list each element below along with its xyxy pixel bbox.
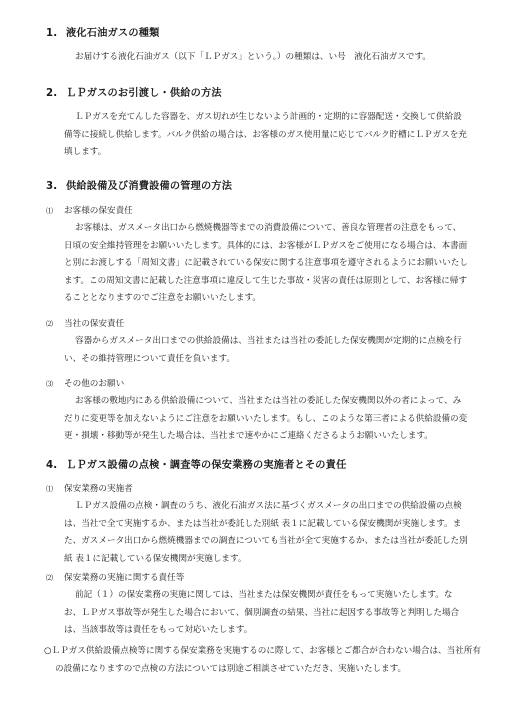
section-1-body: お届けする液化石油ガス（以下「ＬＰガス」という。）の種類は、い号 液化石油ガスです。 [75,52,431,62]
section-4-item-1-body: ＬＰガス設備の点検・調査のうち、液化石油ガス法に基づくガスメータの出口までの供給設備の点検は、当社で全て実施するか、または当社が委託した別紙 表１に記載している保安機関が実施します。また、ガスメータ出口から燃焼機器までの調査についても当社が全て実施するか、または当社が委託した別紙 表１に記載している保安機関が実施します。 [64,501,468,564]
section-4-number: 4. [46,460,58,471]
section-2-number: 2. [46,88,58,99]
section-2-heading [46,84,222,99]
section-3-item-2-title [46,316,124,334]
section-3-item-1-title [46,203,133,221]
section-1-title: 液化石油ガスの種類 [66,28,160,39]
section-4-item-1-marker: ⑴ [46,485,53,493]
section-1-number: 1. [46,28,58,39]
section-4-item-2-title [46,570,184,588]
section-3-item-2-body: 容器からガスメータ出口までの供給設備は、当社または当社の委託した保安機関が定期的に点検を行い、その維持管理について責任を負います。 [64,336,462,364]
section-1-heading [46,24,160,39]
section-4-heading [46,456,346,471]
section-2-title: ＬＰガスのお引渡し・供給の方法 [66,88,222,99]
section-3-item-3-label: その他のお願い [64,379,125,389]
section-3-item-1-marker: ⑴ [46,207,53,215]
section-4-item-2-label: 保安業務の実施に関する責任等 [64,573,185,583]
section-3-item-2-label: 当社の保安責任 [64,319,125,329]
section-3-number: 3. [46,181,58,192]
section-4-item-2-body: 前記（１）の保安業務の実施に関しては、当社または保安機関が責任をもって実施いたします。なお、ＬＰガス事故等が発生した場合において、個別調査の結果、当社に起因する事故等と判明した場合は、当該事故等は責任をもって対応いたします。 [64,590,460,635]
section-3-heading [46,177,232,192]
section-4-item-1-title [46,481,133,499]
section-3-item-3-marker: ⑶ [46,380,53,388]
section-3-item-3-body: お客様の敷地内にある供給設備について、当社または当社の委託した保安機関以外の者によって、みだりに変更等を加えないようにご注意をお願いいたします。もし、このような第三者による供給設備の変更・損壊・移動等が発生した場合は、当社まで速やかにご連絡くださるようお願いいたします。 [64,396,468,441]
section-2-body: ＬＰガスを充てんした容器を、ガス切れが生じないよう計画的・定期的に容器配送・交換して供給設備等に接続し供給します。バルク供給の場合は、お客様のガス使用量に応じてバルク貯槽にＬＰガスを充填します。 [64,112,467,157]
section-3-item-3-title [46,376,124,394]
section-3-item-1-label: お客様の保安責任 [64,206,133,216]
section-4-title: ＬＰガス設備の点検・調査等の保安業務の実施者とその責任 [66,460,347,471]
section-3-title: 供給設備及び消費設備の管理の方法 [66,181,233,192]
section-3-item-2-marker: ⑵ [46,320,53,328]
section-4-item-2-marker: ⑵ [46,574,53,582]
closing-note: ○ＬＰガス供給設備点検等に関する保安業務を実施するのに際して、お客様とご都合が合わない場合は、当社所有の設備になりますので点検の方法については別途ご相談させていただき、実施いたします。 [44,646,482,674]
section-3-item-1-body: お客様は、ガスメータ出口から燃焼機器等までの消費設備について、善良な管理者の注意をもって、日頃の安全維持管理をお願いいたします。具体的には、お客様がＬＰガスをご使用になる場合は、本書面と別にお渡しする「周知文書」に記載されている保安に関する注意事項を遵守されるようにお願いいたします。この周知文書に記載した注意事項に違反して生じた事故・災害の責任は原則として、お客様に帰することとなりますのでご注意をお願いいたします。 [64,223,468,303]
section-4-item-1-label: 保安業務の実施者 [64,484,133,494]
